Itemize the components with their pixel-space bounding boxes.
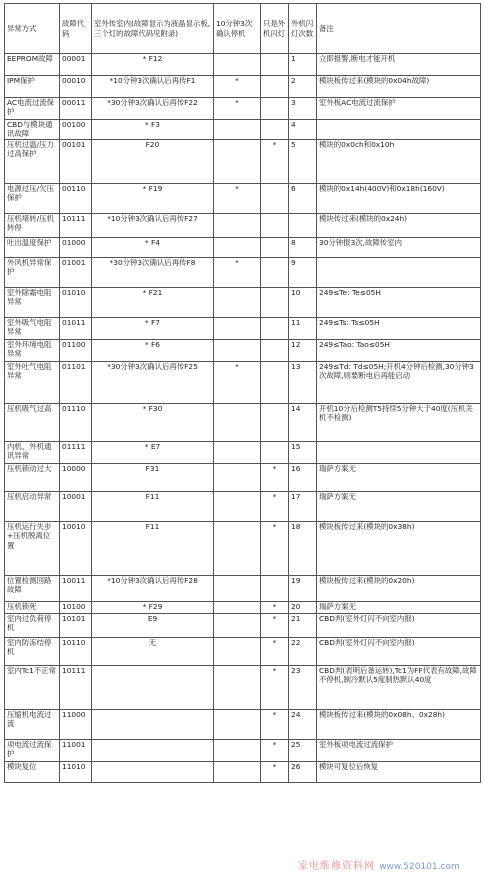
table-cell: 18 [289,522,317,576]
table-cell [214,120,261,140]
table-cell [261,362,289,404]
table-cell: 10 [289,288,317,318]
table-row [5,214,481,238]
table-cell: * F6 [92,340,214,362]
table-row [5,318,481,340]
table-cell: 00001 [60,54,92,76]
table-cell: * [214,362,261,404]
table-cell: 压机堵转/压机转停 [5,214,60,238]
table-cell: 模块板传过来(模块的0x20h) [317,576,481,602]
watermark-url: www.520101.com [379,862,460,872]
table-cell: EEPROM故障 [5,54,60,76]
table-cell: * [261,522,289,576]
table-cell: 00101 [60,140,92,184]
table-cell: 00010 [60,76,92,98]
table-cell [261,442,289,464]
table-cell [261,288,289,318]
table-cell: 模块的0x0ch和0x10h [317,140,481,184]
table-cell: 01100 [60,340,92,362]
table-cell [214,318,261,340]
table-row [5,404,481,442]
table-cell: 模块板传过来(模块的0x38h) [317,522,481,576]
table-cell [261,404,289,442]
table-cell: 26 [289,762,317,783]
table-cell: 瑞萨方案无 [317,492,481,522]
table-cell: 模块可复位后恢复 [317,762,481,783]
table-cell: 1 [289,54,317,76]
table-cell: * [214,258,261,288]
table-cell: * [214,184,261,214]
table-cell [92,710,214,740]
table-row [5,762,481,783]
table-cell: 室内防冻结停机 [5,638,60,666]
table-cell: E9 [92,614,214,638]
table-cell: *30分钟3次确认后再传F25 [92,362,214,404]
table-cell [214,404,261,442]
table-cell: 10010 [60,522,92,576]
table-cell [214,442,261,464]
table-cell: 项电流过流保护 [5,740,60,762]
table-cell: 室内Tc1不正常 [5,666,60,710]
table-cell: * F29 [92,602,214,614]
table-cell: 压机过温/压力过高保护 [5,140,60,184]
table-cell [214,762,261,783]
table-cell: 立即报警,断电才能开机 [317,54,481,76]
table-row [5,666,481,710]
table-cell: 瑞萨方案无 [317,602,481,614]
table-cell: 16 [289,464,317,492]
table-cell [261,214,289,238]
table-cell: 4 [289,120,317,140]
table-cell: 8 [289,238,317,258]
table-cell: * F30 [92,404,214,442]
table-cell [261,576,289,602]
table-cell: 01010 [60,288,92,318]
table-cell [317,442,481,464]
table-cell: * F4 [92,238,214,258]
table-cell: 249≤Tao: Tao≤05H [317,340,481,362]
table-cell: 23 [289,666,317,710]
table-cell [214,140,261,184]
table-row [5,464,481,492]
table-cell [214,288,261,318]
table-row [5,288,481,318]
header-cell: 外机闪灯次数 [289,4,317,54]
table-cell: 10111 [60,214,92,238]
table-cell: 外风机异常保护 [5,258,60,288]
table-cell [92,740,214,762]
table-cell [214,638,261,666]
table-cell: 11010 [60,762,92,783]
table-cell: 01111 [60,442,92,464]
table-cell [261,120,289,140]
table-cell: F31 [92,464,214,492]
table-cell: 室内过负荷停机 [5,614,60,638]
table-cell: 无 [92,638,214,666]
table-cell: 室外板AC电流过流保护 [317,98,481,120]
table-row [5,638,481,666]
table-cell: CBD判(室外灯闪不向室内报) [317,638,481,666]
table-cell: 开机10分后检测T5持续5分钟大于40度(压机关机不检测) [317,404,481,442]
table-cell: 01110 [60,404,92,442]
table-cell: 模块板传过来(模块的0x08h、0x28h) [317,710,481,740]
table-cell: 10001 [60,492,92,522]
table-cell: * F3 [92,120,214,140]
table-cell: CBD与模块通讯故障 [5,120,60,140]
table-cell [214,464,261,492]
fault-code-table [4,3,481,783]
table-cell: *10分钟3次确认后再传F1 [92,76,214,98]
header-cell: 只是外机闪灯 [261,4,289,54]
table-cell [289,214,317,238]
table-cell: 室外环境电阻异常 [5,340,60,362]
table-cell: 22 [289,638,317,666]
table-cell: 室外除霜电阻异常 [5,288,60,318]
table-cell [261,184,289,214]
table-cell: * F12 [92,54,214,76]
table-cell: 15 [289,442,317,464]
table-cell [214,576,261,602]
table-cell: 模块复位 [5,762,60,783]
watermark [298,861,482,873]
table-cell: 10101 [60,614,92,638]
table-cell [214,602,261,614]
table-cell: 室外吐气电阻异常 [5,362,60,404]
table-cell: F11 [92,492,214,522]
table-cell: 25 [289,740,317,762]
table-row [5,54,481,76]
table-cell [261,98,289,120]
table-cell: * F21 [92,288,214,318]
table-cell: * [261,740,289,762]
table-cell: * [261,140,289,184]
table-row [5,710,481,740]
table-cell: 位置检测回路故障 [5,576,60,602]
table-cell: *30分钟3次确认后再传F22 [92,98,214,120]
table-cell: 5 [289,140,317,184]
table-cell: 10100 [60,602,92,614]
table-cell: * [214,98,261,120]
table-cell: * [261,602,289,614]
table-cell [261,340,289,362]
table-cell: 00110 [60,184,92,214]
table-cell [214,492,261,522]
table-row [5,120,481,140]
table-row [5,98,481,120]
table-cell: 10111 [60,666,92,710]
table-cell: 9 [289,258,317,288]
table-cell: 11000 [60,710,92,740]
table-cell: 01101 [60,362,92,404]
table-cell [92,666,214,710]
table-row [5,522,481,576]
table-cell [214,54,261,76]
table-cell: 压缩机电流过流 [5,710,60,740]
table-cell: 10000 [60,464,92,492]
table-row [5,576,481,602]
table-row [5,76,481,98]
table-cell: 00100 [60,120,92,140]
table-cell: * [261,614,289,638]
table-row [5,238,481,258]
table-row [5,184,481,214]
table-row [5,614,481,638]
table-cell: 17 [289,492,317,522]
table-cell: * [261,762,289,783]
header-cell: 故障代码 [60,4,92,54]
table-cell: 模块的0x14h(400V)和0x18h(160V) [317,184,481,214]
table-cell: 13 [289,362,317,404]
table-cell: AC电流过流保护 [5,98,60,120]
table-cell: 室外吸气电阻异常 [5,318,60,340]
table-row [5,140,481,184]
table-cell: 01011 [60,318,92,340]
table-cell: 压机锁动过大 [5,464,60,492]
table-cell [261,76,289,98]
table-cell: 吐出温度保护 [5,238,60,258]
header-cell: 室外传室内(故障显示为液晶显示板,三个灯的故障代码见附录) [92,4,214,54]
table-cell: * [214,76,261,98]
table-cell [261,54,289,76]
table-cell: 249≤Ts: Ts≤05H [317,318,481,340]
table-cell: * F19 [92,184,214,214]
table-cell: 电源过压/欠压保护 [5,184,60,214]
table-cell: 14 [289,404,317,442]
table-cell: 2 [289,76,317,98]
table-row [5,740,481,762]
table-cell: 01001 [60,258,92,288]
table-cell: 压机运行失步+压机脱离位置 [5,522,60,576]
table-cell: 压机吸气过高 [5,404,60,442]
table-cell: * [261,710,289,740]
table-cell: 11001 [60,740,92,762]
table-cell: * F7 [92,318,214,340]
table-cell: 19 [289,576,317,602]
table-cell: 6 [289,184,317,214]
table-cell: * [261,464,289,492]
table-cell: * [261,666,289,710]
table-header-row [5,4,481,54]
table-cell: 模块传过来(模块的0x24h) [317,214,481,238]
table-cell [261,318,289,340]
table-cell: 内机、外机通讯异常 [5,442,60,464]
table-cell: 压机锁死 [5,602,60,614]
table-cell: CBD判(表明后备运转),Tc1为FF代表有故障,故障不停机,制冷默认5度制热默认40度 [317,666,481,710]
table-cell: 3 [289,98,317,120]
table-cell: 20 [289,602,317,614]
table-cell: * [261,492,289,522]
table-cell: 10011 [60,576,92,602]
table-cell [317,258,481,288]
table-row [5,258,481,288]
table-cell: CBD判(室外灯闪不向室内报) [317,614,481,638]
table-cell [214,666,261,710]
table-cell: 室外板项电流过流保护 [317,740,481,762]
table-cell: 模块板传过来(模块的0x04h故障) [317,76,481,98]
header-cell: 异常方式 [5,4,60,54]
table-cell: 00011 [60,98,92,120]
table-row [5,362,481,404]
table-cell: 249≤Te: Te≤05H [317,288,481,318]
table-cell [261,258,289,288]
table-cell: F11 [92,522,214,576]
table-row [5,340,481,362]
table-cell: *30分钟3次确认后再传F8 [92,258,214,288]
table-cell: 24 [289,710,317,740]
table-row [5,602,481,614]
table-cell: 10110 [60,638,92,666]
table-cell [92,762,214,783]
table-cell: *10分钟3次确认后再传F28 [92,576,214,602]
watermark-text: 家电维修资料网 [298,861,375,872]
table-cell: *10分钟3次确认后再传F27 [92,214,214,238]
table-cell: 30分钟报3次,故障传室内 [317,238,481,258]
table-cell: * [261,638,289,666]
table-cell: 瑞萨方案无 [317,464,481,492]
table-row [5,492,481,522]
table-cell [261,238,289,258]
table-cell [214,710,261,740]
table-cell [214,740,261,762]
table-cell: 249≤Td: Td≤05H;开机4分钟后检测,30分钟3次故障,则要断电后再能启动 [317,362,481,404]
table-cell: 21 [289,614,317,638]
header-cell: 备注 [317,4,481,54]
table-cell [214,238,261,258]
table-cell [214,614,261,638]
table-cell: 压机启动异常 [5,492,60,522]
table-cell: 12 [289,340,317,362]
table-cell [214,522,261,576]
table-cell: F20 [92,140,214,184]
table-cell [214,214,261,238]
table-cell [214,340,261,362]
table-cell: * E7 [92,442,214,464]
table-cell [317,120,481,140]
table-cell: IPM保护 [5,76,60,98]
table-cell: 01000 [60,238,92,258]
header-cell: 10分钟3次确认停机 [214,4,261,54]
table-row [5,442,481,464]
table-cell: 11 [289,318,317,340]
